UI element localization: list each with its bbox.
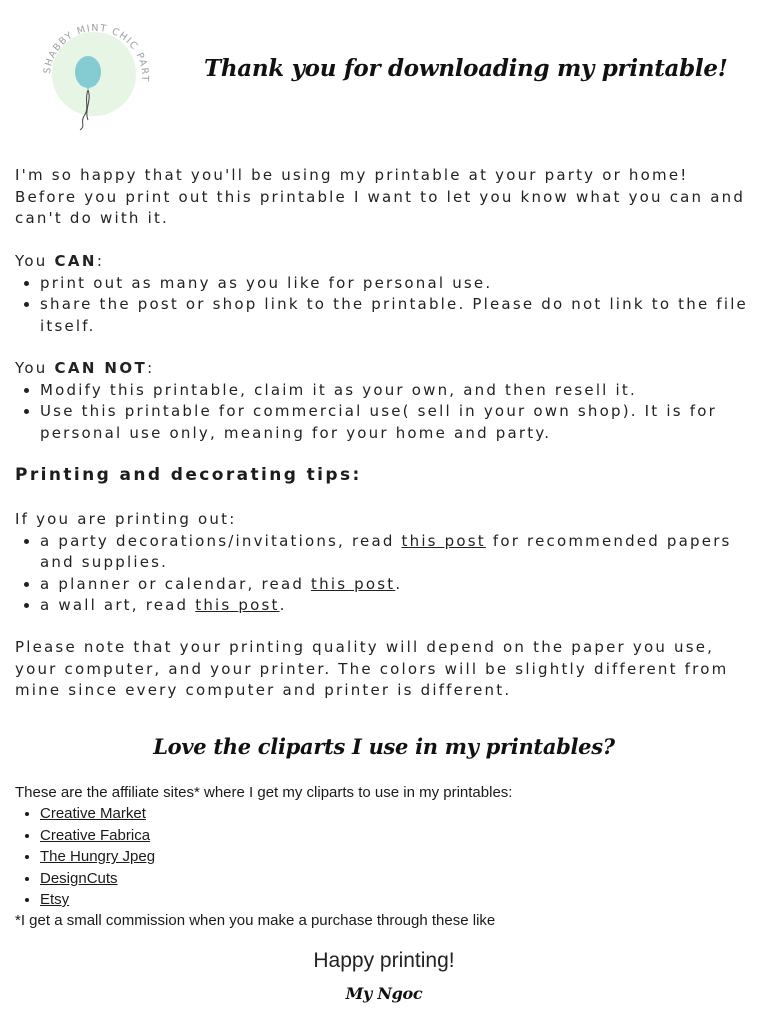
link-creative-market[interactable]: Creative Market bbox=[40, 805, 146, 823]
this-post-link[interactable]: this post bbox=[401, 531, 486, 550]
list-item bbox=[40, 825, 755, 846]
cliparts-title: Love the cliparts I use in my printables? bbox=[153, 734, 615, 759]
can-prefix: You bbox=[15, 252, 55, 270]
link-creative-fabrica[interactable]: Creative Fabrica bbox=[40, 826, 151, 844]
can-section bbox=[15, 251, 755, 337]
cannot-prefix: You bbox=[15, 359, 55, 377]
tips-section bbox=[15, 509, 755, 617]
affiliate-list bbox=[15, 803, 755, 910]
this-post-link[interactable]: this post bbox=[311, 574, 396, 593]
cannot-suffix: : bbox=[147, 359, 155, 377]
list-item: • share the post or shop link to the printable. Please do not link to the file itself. bbox=[40, 294, 755, 337]
link-designcuts[interactable]: DesignCuts bbox=[40, 869, 118, 887]
list-item: • a planner or calendar, read this post. bbox=[40, 574, 755, 596]
cannot-label bbox=[15, 358, 755, 380]
tips-intro: If you are printing out: bbox=[15, 510, 237, 528]
tips-list bbox=[15, 531, 755, 617]
list-item: • Modify this printable, claim it as your own, and then resell it. bbox=[40, 380, 755, 402]
can-strong: CAN bbox=[54, 252, 97, 270]
list-item bbox=[40, 889, 755, 910]
can-suffix: : bbox=[96, 252, 105, 270]
list-item: • print out as many as you like for personal use. bbox=[40, 273, 755, 295]
list-item bbox=[40, 803, 755, 824]
cannot-section bbox=[15, 358, 755, 444]
link-hungry-jpeg[interactable]: The Hungry Jpeg bbox=[40, 848, 156, 866]
print-note-text: Please note that your printing quality will depend on the paper you use, your computer, and your printer. The colors will be slightly different from mine since every computer and printer is different. bbox=[15, 638, 729, 699]
list-item bbox=[40, 868, 755, 889]
signature: My Ngoc bbox=[345, 984, 423, 1003]
cannot-list bbox=[15, 380, 755, 445]
list-item: • a party decorations/invitations, read this post for recommended papers and supplies. bbox=[40, 531, 755, 574]
intro-paragraph bbox=[15, 165, 755, 230]
balloon-logo-icon bbox=[38, 16, 150, 134]
list-item: • Use this printable for commercial use( sell in your own shop). It is for personal use only, meaning for your home and party. bbox=[40, 401, 755, 444]
affiliate-intro: These are the affiliate sites* where I get my cliparts to use in my printables: bbox=[15, 784, 513, 801]
logo-text: SHABBY MINT CHIC PART bbox=[41, 22, 150, 83]
list-item: • a wall art, read this post. bbox=[40, 595, 755, 617]
link-etsy[interactable]: Etsy bbox=[40, 891, 70, 909]
this-post-link[interactable]: this post bbox=[195, 596, 280, 614]
closing-text: Happy printing! bbox=[313, 949, 455, 972]
can-list bbox=[15, 273, 755, 338]
page-title: Thank you for downloading my printable! bbox=[204, 55, 728, 82]
can-label bbox=[15, 251, 755, 273]
affiliate-section bbox=[15, 782, 755, 932]
cannot-strong: CAN NOT bbox=[54, 359, 148, 377]
tips-heading: Printing and decorating tips: bbox=[15, 465, 362, 485]
list-item bbox=[40, 846, 755, 867]
print-note bbox=[15, 637, 755, 702]
intro-text: I'm so happy that you'll be using my printable at your party or home! Before you print out this printable I want to let you know what you can and can't do with it. bbox=[15, 166, 746, 227]
affiliate-footnote: *I get a small commission when you make a purchase through these like bbox=[15, 912, 496, 930]
logo bbox=[38, 16, 150, 134]
